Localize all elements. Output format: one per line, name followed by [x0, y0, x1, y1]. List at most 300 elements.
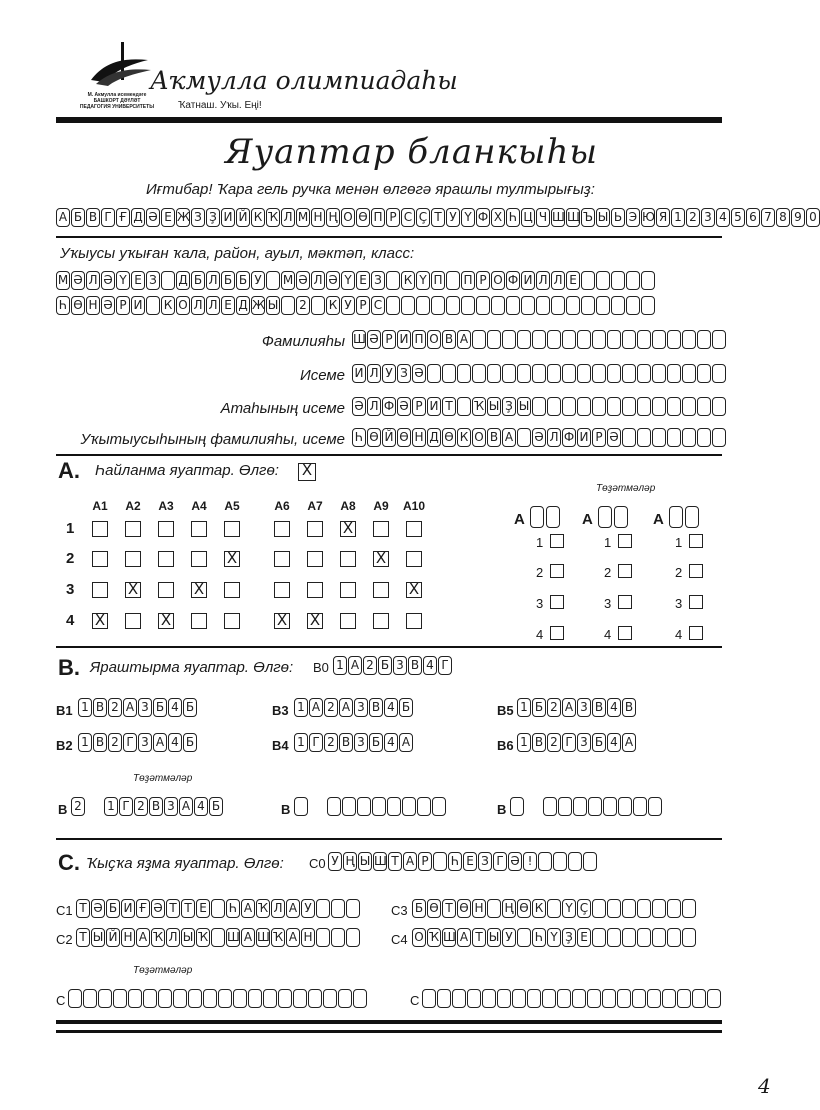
char-cell[interactable] [532, 330, 546, 349]
char-cell[interactable]: Ы [487, 928, 501, 947]
correction-checkbox[interactable] [689, 595, 703, 609]
char-cell[interactable]: И [352, 364, 366, 383]
char-cell[interactable]: С [371, 296, 385, 315]
char-cell[interactable] [457, 364, 471, 383]
char-cell[interactable] [641, 271, 655, 290]
char-cell[interactable]: О [412, 928, 426, 947]
char-cell[interactable]: В [532, 733, 546, 752]
char-cell[interactable] [517, 330, 531, 349]
char-cell[interactable]: Б [532, 698, 546, 717]
char-cell[interactable] [386, 296, 400, 315]
char-cell[interactable]: В [442, 330, 456, 349]
b-correction-1-digit[interactable] [71, 797, 85, 816]
char-cell[interactable]: А [457, 928, 471, 947]
char-cell[interactable]: Р [356, 296, 370, 315]
char-cell[interactable]: З [397, 364, 411, 383]
char-cell[interactable] [401, 296, 415, 315]
answer-checkbox[interactable] [224, 582, 240, 598]
char-cell[interactable]: А [286, 899, 300, 918]
correction-checkbox[interactable] [618, 595, 632, 609]
char-cell[interactable]: М [56, 271, 70, 290]
char-cell[interactable] [161, 271, 175, 290]
char-cell[interactable] [281, 296, 295, 315]
char-cell[interactable]: 2 [296, 296, 310, 315]
char-cell[interactable] [667, 899, 681, 918]
b5-field[interactable] [517, 698, 636, 717]
correction-checkbox[interactable] [618, 564, 632, 578]
char-cell[interactable] [472, 330, 486, 349]
answer-checkbox[interactable] [307, 521, 323, 537]
char-cell[interactable] [637, 928, 651, 947]
char-cell[interactable]: 1 [517, 733, 531, 752]
char-cell[interactable]: Ж [251, 296, 265, 315]
char-cell[interactable]: К [457, 428, 471, 447]
correction-cell[interactable] [685, 506, 699, 528]
answer-checkbox[interactable] [92, 551, 108, 567]
char-cell[interactable]: У [502, 928, 516, 947]
char-cell[interactable]: 2 [547, 698, 561, 717]
char-cell[interactable]: Т [442, 397, 456, 416]
char-cell[interactable]: Й [106, 928, 120, 947]
char-cell[interactable] [487, 330, 501, 349]
char-cell[interactable] [626, 296, 640, 315]
char-cell[interactable] [487, 899, 501, 918]
char-cell[interactable] [218, 989, 232, 1008]
char-cell[interactable] [532, 397, 546, 416]
char-cell[interactable] [323, 989, 337, 1008]
char-cell[interactable]: 3 [577, 733, 591, 752]
char-cell[interactable] [293, 989, 307, 1008]
char-cell[interactable] [158, 989, 172, 1008]
name-field[interactable] [352, 364, 726, 383]
char-cell[interactable]: Һ [226, 899, 240, 918]
char-cell[interactable] [633, 797, 647, 816]
b-correction-2-digit[interactable] [294, 797, 308, 816]
correction-checkbox[interactable] [550, 595, 564, 609]
char-cell[interactable]: В [369, 698, 383, 717]
char-cell[interactable] [143, 989, 157, 1008]
c3-field[interactable] [412, 899, 696, 918]
char-cell[interactable]: Ы [91, 928, 105, 947]
char-cell[interactable] [506, 296, 520, 315]
answer-checkbox[interactable]: X [340, 521, 356, 537]
char-cell[interactable]: Л [271, 899, 285, 918]
char-cell[interactable]: Ҡ [196, 928, 210, 947]
char-cell[interactable]: Ҙ [502, 397, 516, 416]
correction-checkbox[interactable] [689, 564, 703, 578]
char-cell[interactable]: Л [166, 928, 180, 947]
answer-checkbox[interactable] [92, 521, 108, 537]
char-cell[interactable]: Г [562, 733, 576, 752]
char-cell[interactable]: Н [86, 296, 100, 315]
char-cell[interactable] [521, 296, 535, 315]
char-cell[interactable]: 1 [104, 797, 118, 816]
teacher-field[interactable] [352, 428, 726, 447]
char-cell[interactable] [577, 364, 591, 383]
answer-checkbox[interactable]: X [224, 551, 240, 567]
char-cell[interactable]: 2 [324, 698, 338, 717]
char-cell[interactable]: П [412, 330, 426, 349]
char-cell[interactable]: 2 [324, 733, 338, 752]
char-cell[interactable] [461, 296, 475, 315]
answer-checkbox[interactable]: X [274, 613, 290, 629]
char-cell[interactable]: О [491, 271, 505, 290]
char-cell[interactable] [648, 797, 662, 816]
char-cell[interactable]: Б [369, 733, 383, 752]
char-cell[interactable]: З [371, 271, 385, 290]
b-correction-1-field[interactable] [104, 797, 223, 816]
char-cell[interactable]: 1 [517, 698, 531, 717]
char-cell[interactable]: Й [382, 428, 396, 447]
char-cell[interactable]: 2 [547, 733, 561, 752]
b3-field[interactable] [294, 698, 413, 717]
answer-checkbox[interactable] [340, 582, 356, 598]
char-cell[interactable] [308, 989, 322, 1008]
c1-field[interactable] [76, 899, 360, 918]
char-cell[interactable] [476, 296, 490, 315]
char-cell[interactable] [338, 989, 352, 1008]
char-cell[interactable]: В [592, 698, 606, 717]
char-cell[interactable] [566, 296, 580, 315]
char-cell[interactable]: Ә [352, 397, 366, 416]
char-cell[interactable] [707, 989, 721, 1008]
char-cell[interactable]: Ү [341, 271, 355, 290]
char-cell[interactable]: Ө [71, 296, 85, 315]
char-cell[interactable] [543, 797, 557, 816]
char-cell[interactable]: Ы [487, 397, 501, 416]
char-cell[interactable]: В [487, 428, 501, 447]
char-cell[interactable]: Һ [532, 928, 546, 947]
char-cell[interactable]: А [339, 698, 353, 717]
char-cell[interactable] [427, 364, 441, 383]
char-cell[interactable] [712, 364, 726, 383]
char-cell[interactable] [682, 364, 696, 383]
char-cell[interactable]: Ө [427, 899, 441, 918]
char-cell[interactable]: Ф [506, 271, 520, 290]
char-cell[interactable]: Һ [352, 428, 366, 447]
char-cell[interactable] [607, 899, 621, 918]
char-cell[interactable]: О [176, 296, 190, 315]
char-cell[interactable]: О [472, 428, 486, 447]
b-correction-2-field[interactable] [327, 797, 446, 816]
char-cell[interactable] [98, 989, 112, 1008]
char-cell[interactable] [581, 271, 595, 290]
char-cell[interactable] [510, 797, 524, 816]
char-cell[interactable]: Б [183, 733, 197, 752]
char-cell[interactable] [517, 428, 531, 447]
char-cell[interactable] [346, 899, 360, 918]
char-cell[interactable]: Ә [532, 428, 546, 447]
char-cell[interactable]: Б [106, 899, 120, 918]
char-cell[interactable] [622, 899, 636, 918]
char-cell[interactable]: Б [191, 271, 205, 290]
char-cell[interactable]: 1 [78, 698, 92, 717]
answer-checkbox[interactable] [125, 521, 141, 537]
char-cell[interactable] [652, 364, 666, 383]
char-cell[interactable] [331, 899, 345, 918]
char-cell[interactable] [551, 296, 565, 315]
char-cell[interactable] [647, 989, 661, 1008]
b1-field[interactable] [78, 698, 197, 717]
answer-checkbox[interactable]: X [125, 582, 141, 598]
char-cell[interactable] [346, 928, 360, 947]
char-cell[interactable]: 1 [294, 733, 308, 752]
char-cell[interactable] [502, 330, 516, 349]
char-cell[interactable] [652, 899, 666, 918]
school-line-2[interactable] [56, 296, 655, 315]
char-cell[interactable]: А [123, 698, 137, 717]
answer-checkbox[interactable] [158, 521, 174, 537]
char-cell[interactable] [592, 330, 606, 349]
answer-checkbox[interactable] [307, 582, 323, 598]
answer-checkbox[interactable]: X [373, 551, 389, 567]
char-cell[interactable] [596, 271, 610, 290]
char-cell[interactable] [677, 989, 691, 1008]
char-cell[interactable] [173, 989, 187, 1008]
char-cell[interactable] [611, 271, 625, 290]
char-cell[interactable] [266, 271, 280, 290]
char-cell[interactable]: Ф [562, 428, 576, 447]
char-cell[interactable]: Ҡ [256, 899, 270, 918]
char-cell[interactable]: Д [176, 271, 190, 290]
char-cell[interactable] [581, 296, 595, 315]
char-cell[interactable]: А [562, 698, 576, 717]
char-cell[interactable]: И [131, 296, 145, 315]
char-cell[interactable]: О [427, 330, 441, 349]
char-cell[interactable] [557, 989, 571, 1008]
char-cell[interactable]: Ы [517, 397, 531, 416]
char-cell[interactable]: 4 [168, 733, 182, 752]
char-cell[interactable]: 4 [168, 698, 182, 717]
char-cell[interactable]: Ә [607, 428, 621, 447]
char-cell[interactable]: К [532, 899, 546, 918]
char-cell[interactable] [607, 364, 621, 383]
char-cell[interactable] [517, 364, 531, 383]
char-cell[interactable] [472, 364, 486, 383]
char-cell[interactable]: А [153, 733, 167, 752]
answer-checkbox[interactable] [158, 582, 174, 598]
char-cell[interactable] [592, 928, 606, 947]
char-cell[interactable]: Р [412, 397, 426, 416]
char-cell[interactable]: Ҡ [271, 928, 285, 947]
char-cell[interactable] [712, 397, 726, 416]
char-cell[interactable] [607, 330, 621, 349]
char-cell[interactable]: 3 [138, 733, 152, 752]
char-cell[interactable] [667, 364, 681, 383]
char-cell[interactable] [248, 989, 262, 1008]
char-cell[interactable] [316, 928, 330, 947]
char-cell[interactable] [294, 797, 308, 816]
char-cell[interactable] [667, 330, 681, 349]
char-cell[interactable]: Г [309, 733, 323, 752]
char-cell[interactable]: Ш [442, 928, 456, 947]
char-cell[interactable] [622, 428, 636, 447]
char-cell[interactable]: Б [183, 698, 197, 717]
char-cell[interactable] [497, 989, 511, 1008]
char-cell[interactable] [547, 364, 561, 383]
char-cell[interactable] [577, 330, 591, 349]
char-cell[interactable]: Л [367, 364, 381, 383]
char-cell[interactable] [682, 397, 696, 416]
answer-checkbox[interactable] [191, 613, 207, 629]
char-cell[interactable]: Б [236, 271, 250, 290]
char-cell[interactable]: Б [412, 899, 426, 918]
char-cell[interactable]: 3 [354, 698, 368, 717]
char-cell[interactable] [386, 271, 400, 290]
char-cell[interactable]: 4 [194, 797, 208, 816]
correction-cell[interactable] [669, 506, 683, 528]
char-cell[interactable]: 4 [384, 733, 398, 752]
char-cell[interactable] [562, 397, 576, 416]
char-cell[interactable] [146, 296, 160, 315]
char-cell[interactable]: Ә [326, 271, 340, 290]
char-cell[interactable] [603, 797, 617, 816]
char-cell[interactable]: Е [221, 296, 235, 315]
correction-cell[interactable] [546, 506, 560, 528]
char-cell[interactable]: И [121, 899, 135, 918]
char-cell[interactable] [517, 928, 531, 947]
char-cell[interactable]: Ә [151, 899, 165, 918]
char-cell[interactable] [327, 797, 341, 816]
char-cell[interactable]: Л [191, 296, 205, 315]
correction-cell[interactable] [598, 506, 612, 528]
char-cell[interactable] [542, 989, 556, 1008]
char-cell[interactable] [416, 296, 430, 315]
char-cell[interactable] [316, 899, 330, 918]
char-cell[interactable]: Ә [296, 271, 310, 290]
char-cell[interactable]: Г [119, 797, 133, 816]
char-cell[interactable] [697, 330, 711, 349]
char-cell[interactable]: Ө [457, 899, 471, 918]
char-cell[interactable]: П [461, 271, 475, 290]
char-cell[interactable] [662, 989, 676, 1008]
char-cell[interactable]: А [399, 733, 413, 752]
char-cell[interactable]: Ә [101, 271, 115, 290]
char-cell[interactable] [211, 899, 225, 918]
correction-checkbox[interactable] [618, 626, 632, 640]
answer-checkbox[interactable] [191, 521, 207, 537]
answer-checkbox[interactable] [274, 551, 290, 567]
answer-checkbox[interactable] [373, 521, 389, 537]
char-cell[interactable]: Ә [397, 397, 411, 416]
char-cell[interactable] [637, 330, 651, 349]
school-line-1[interactable] [56, 271, 655, 290]
char-cell[interactable]: 2 [134, 797, 148, 816]
char-cell[interactable]: Р [476, 271, 490, 290]
char-cell[interactable]: У [341, 296, 355, 315]
char-cell[interactable] [446, 296, 460, 315]
char-cell[interactable]: И [577, 428, 591, 447]
answer-checkbox[interactable] [274, 521, 290, 537]
char-cell[interactable]: З [146, 271, 160, 290]
char-cell[interactable]: Б [153, 698, 167, 717]
char-cell[interactable] [596, 296, 610, 315]
answer-checkbox[interactable] [406, 613, 422, 629]
char-cell[interactable]: В [622, 698, 636, 717]
char-cell[interactable] [491, 296, 505, 315]
char-cell[interactable] [536, 296, 550, 315]
char-cell[interactable]: 1 [294, 698, 308, 717]
char-cell[interactable] [611, 296, 625, 315]
char-cell[interactable]: П [431, 271, 445, 290]
char-cell[interactable]: Е [577, 928, 591, 947]
char-cell[interactable]: Ф [382, 397, 396, 416]
char-cell[interactable] [211, 928, 225, 947]
char-cell[interactable]: К [326, 296, 340, 315]
char-cell[interactable]: Н [472, 899, 486, 918]
char-cell[interactable]: Ҙ [562, 928, 576, 947]
char-cell[interactable] [652, 928, 666, 947]
char-cell[interactable]: А [457, 330, 471, 349]
char-cell[interactable]: Һ [56, 296, 70, 315]
char-cell[interactable]: Ә [91, 899, 105, 918]
char-cell[interactable]: А [241, 899, 255, 918]
char-cell[interactable] [387, 797, 401, 816]
char-cell[interactable] [311, 296, 325, 315]
char-cell[interactable]: Ы [266, 296, 280, 315]
char-cell[interactable] [331, 928, 345, 947]
char-cell[interactable]: Д [236, 296, 250, 315]
answer-checkbox[interactable] [373, 613, 389, 629]
char-cell[interactable] [667, 397, 681, 416]
char-cell[interactable]: К [401, 271, 415, 290]
char-cell[interactable] [263, 989, 277, 1008]
char-cell[interactable]: И [397, 330, 411, 349]
char-cell[interactable]: Б [221, 271, 235, 290]
char-cell[interactable] [682, 330, 696, 349]
answer-checkbox[interactable] [125, 613, 141, 629]
char-cell[interactable]: Н [121, 928, 135, 947]
char-cell[interactable]: Л [311, 271, 325, 290]
father-name-field[interactable] [352, 397, 726, 416]
correction-cell[interactable] [530, 506, 544, 528]
char-cell[interactable]: М [281, 271, 295, 290]
char-cell[interactable]: Ү [562, 899, 576, 918]
char-cell[interactable] [372, 797, 386, 816]
char-cell[interactable]: Л [551, 271, 565, 290]
surname-field[interactable] [352, 330, 726, 349]
char-cell[interactable] [422, 989, 436, 1008]
char-cell[interactable] [233, 989, 247, 1008]
char-cell[interactable]: 3 [354, 733, 368, 752]
char-cell[interactable]: А [241, 928, 255, 947]
char-cell[interactable] [592, 899, 606, 918]
answer-checkbox[interactable] [406, 521, 422, 537]
char-cell[interactable]: Ү [547, 928, 561, 947]
char-cell[interactable]: Л [547, 428, 561, 447]
char-cell[interactable] [697, 364, 711, 383]
answer-checkbox[interactable] [191, 551, 207, 567]
char-cell[interactable]: Ҡ [151, 928, 165, 947]
char-cell[interactable] [502, 364, 516, 383]
char-cell[interactable]: Ө [517, 899, 531, 918]
char-cell[interactable]: К [161, 296, 175, 315]
char-cell[interactable]: В [339, 733, 353, 752]
char-cell[interactable]: А [309, 698, 323, 717]
correction-checkbox[interactable] [618, 534, 632, 548]
char-cell[interactable]: Г [123, 733, 137, 752]
char-cell[interactable]: 2 [108, 698, 122, 717]
char-cell[interactable] [697, 428, 711, 447]
char-cell[interactable]: У [382, 364, 396, 383]
answer-checkbox[interactable] [158, 551, 174, 567]
char-cell[interactable] [667, 928, 681, 947]
char-cell[interactable] [622, 397, 636, 416]
char-cell[interactable]: В [93, 698, 107, 717]
char-cell[interactable] [682, 899, 696, 918]
char-cell[interactable] [467, 989, 481, 1008]
char-cell[interactable] [353, 989, 367, 1008]
